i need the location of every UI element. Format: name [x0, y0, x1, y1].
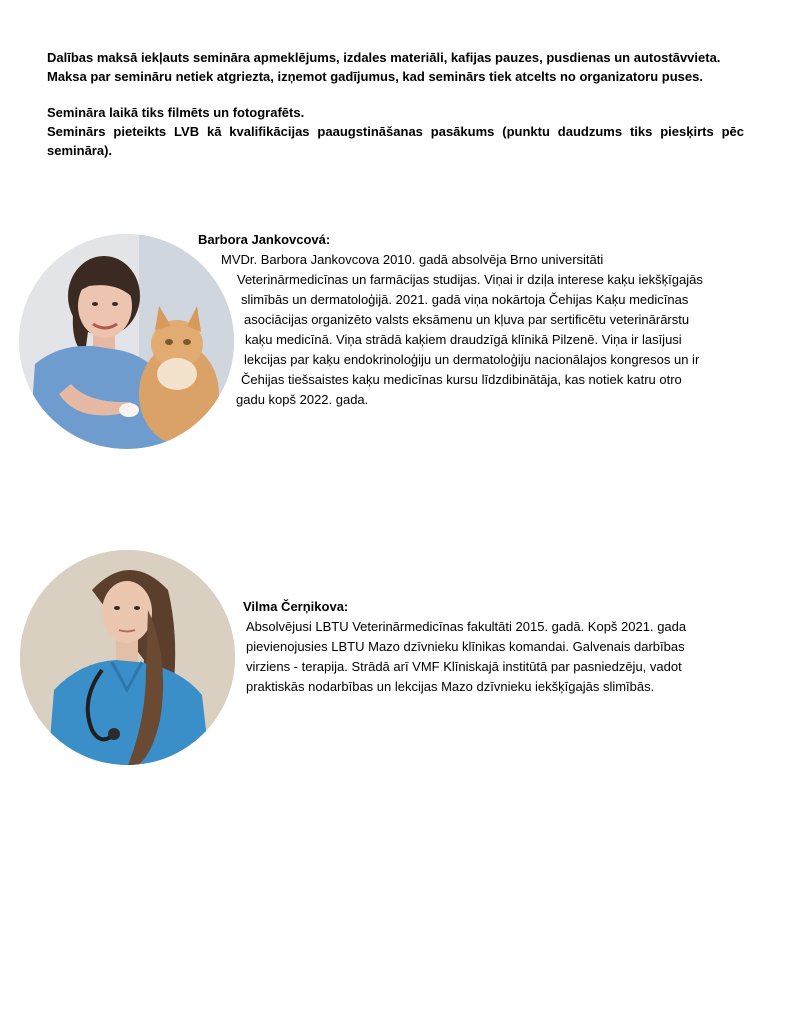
fee-includes-text: Dalības maksā iekļauts semināra apmeklējums, izdales materiāli, kafijas pauzes, pusdienas un autostāvvieta.: [47, 50, 721, 65]
intro-paragraph-notes: [47, 103, 744, 160]
portrait-with-stethoscope-illustration: [20, 550, 235, 765]
bio-line: asociācijas organizēto valsts eksāmenu un kļuva par sertificētu veterinārārstu: [244, 312, 690, 327]
bio-line: praktiskās nodarbības un lekcijas Mazo dzīvnieku iekšķīgajās slimībās.: [246, 679, 655, 694]
intro-paragraph-fee: [47, 48, 744, 86]
portrait-with-cat-illustration: [19, 234, 234, 449]
qualification-notice-text: Seminārs pieteikts LVB kā kvalifikācijas paaugstināšanas pasākums (punktu daudzums tiks piesķirts pēc semināra).: [47, 124, 744, 158]
bio-line: kaķu medicīnā. Viņa strādā kaķiem draudzīgā klīnikā Pilzenē. Viņa ir lasījusi: [245, 332, 682, 347]
filming-notice-text: Semināra laikā tiks filmēts un fotografēts.: [47, 105, 305, 120]
bio-line: slimībās un dermatoloģijā. 2021. gadā viņa nokārtoja Čehijas Kaķu medicīnas: [241, 292, 689, 307]
refund-policy-text: Maksa par semināru netiek atgriezta, izņemot gadījumus, kad seminārs tiek atcelts no organizatoru puses.: [47, 69, 703, 84]
bio-line: Absolvējusi LBTU Veterinārmedicīnas fakultāti 2015. gadā. Kopš 2021. gada: [246, 619, 687, 634]
speaker-photo-barbora: [19, 234, 234, 449]
speaker-name-vilma: Vilma Čerņikova:: [243, 599, 349, 614]
bio-line: Veterinārmedicīnas un farmācijas studijas. Viņai ir dziļa interese kaķu iekšķīgajās: [237, 272, 703, 287]
bio-line: lekcijas par kaķu endokrinoloģiju un dermatoloģiju nacionālajos kongresos un ir: [244, 352, 700, 367]
bio-line: gadu kopš 2022. gada.: [236, 392, 369, 407]
speaker-photo-vilma: [20, 550, 235, 765]
speaker-name-barbora: Barbora Jankovcová:: [198, 232, 331, 247]
bio-line: MVDr. Barbora Jankovcova 2010. gadā absolvēja Brno universitāti: [221, 252, 604, 267]
bio-line: Čehijas tiešsaistes kaķu medicīnas kursu līdzdibinātāja, kas notiek katru otro: [241, 372, 682, 387]
bio-line: pievienojusies LBTU Mazo dzīvnieku klīnikas komandai. Galvenais darbības: [246, 639, 685, 654]
bio-line: virziens - terapija. Strādā arī VMF Klīniskajā institūtā par pasniedzēju, vadot: [246, 659, 682, 674]
